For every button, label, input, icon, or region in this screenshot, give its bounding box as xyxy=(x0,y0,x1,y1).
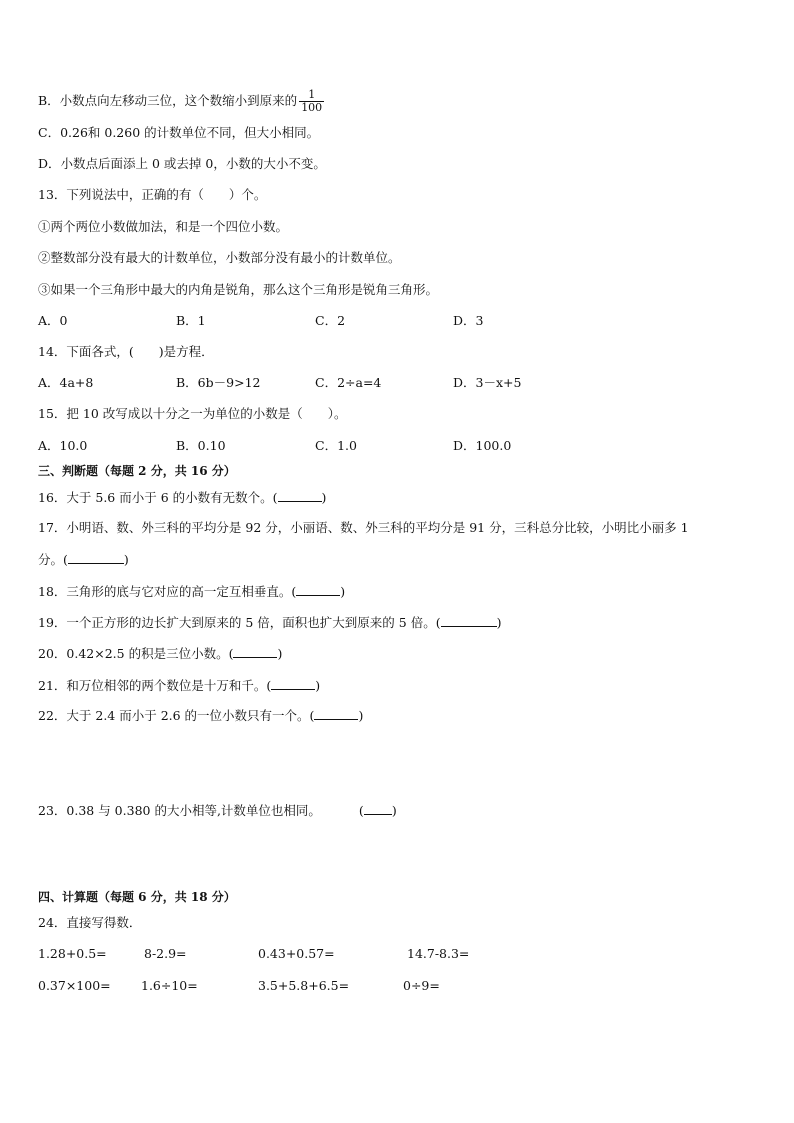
q23 xyxy=(38,802,397,819)
q20-text: 20．0.42×2.5 的积是三位小数。( xyxy=(38,646,234,661)
answer-blank[interactable] xyxy=(314,707,358,720)
fraction-numerator: 1 xyxy=(299,89,324,102)
answer-blank[interactable] xyxy=(278,489,322,502)
q19-text: 19．一个正方形的边长扩大到原来的 5 倍，面积也扩大到原来的 5 倍。( xyxy=(38,615,441,630)
paren-close: ) xyxy=(340,584,346,599)
q13-statement-3: ③如果一个三角形中最大的内角是锐角，那么这个三角形是锐角三角形。 xyxy=(38,282,439,297)
q15-option-d: D．100.0 xyxy=(453,438,512,453)
paren-close: ) xyxy=(358,708,364,723)
q13-stem: 13．下列说法中，正确的有（ ）个。 xyxy=(38,187,267,202)
paren-close: ) xyxy=(315,678,321,693)
q12-option-b-text: B．小数点向左移动三位，这个数缩小到原来的 xyxy=(38,93,298,108)
calc-item: 3.5+5.8+6.5= xyxy=(258,978,350,993)
q13-statement-1: ①两个两位小数做加法，和是一个四位小数。 xyxy=(38,219,289,234)
q23-text: 23．0.38 与 0.380 的大小相等,计数单位也相同。 xyxy=(38,803,321,818)
fraction-denominator: 100 xyxy=(301,101,323,114)
q24-stem: 24．直接写得数． xyxy=(38,915,142,930)
paren-close: ) xyxy=(123,552,129,567)
answer-blank[interactable] xyxy=(271,677,315,690)
section-4-heading: 四、计算题（每题 6 分，共 18 分） xyxy=(38,890,236,904)
q14-option-a: A．4a+8 xyxy=(38,375,94,390)
q21-text: 21．和万位相邻的两个数位是十万和千。( xyxy=(38,678,272,693)
paren-open: ( xyxy=(358,803,364,818)
paren-close: ) xyxy=(321,490,327,505)
calc-item: 0.43+0.57= xyxy=(258,946,335,961)
fraction xyxy=(299,89,324,114)
q17-line-1: 17．小明语、数、外三科的平均分是 92 分，小丽语、数、外三科的平均分是 91 分，三科总分比较，小明比小丽多 1 xyxy=(38,520,689,535)
q19 xyxy=(38,614,501,631)
q22-text: 22．大于 2.4 而小于 2.6 的一位小数只有一个。( xyxy=(38,708,315,723)
q15-option-c: C．1.0 xyxy=(315,438,357,453)
calc-item: 0.37×100= xyxy=(38,978,111,993)
calc-item: 14.7-8.3= xyxy=(407,946,470,961)
q18-text: 18．三角形的底与它对应的高一定互相垂直。( xyxy=(38,584,297,599)
q15-option-b: B．0.10 xyxy=(176,438,226,453)
paren-close: ) xyxy=(277,646,283,661)
q16-text: 16．大于 5.6 而小于 6 的小数有无数个。( xyxy=(38,490,278,505)
q16 xyxy=(38,489,326,506)
q13-option-b: B．1 xyxy=(176,313,206,328)
answer-blank[interactable] xyxy=(296,583,340,596)
q18 xyxy=(38,583,345,600)
answer-blank[interactable] xyxy=(364,802,392,815)
q15-option-a: A．10.0 xyxy=(38,438,88,453)
q14-stem: 14．下面各式，( )是方程． xyxy=(38,344,214,359)
q12-option-d: D．小数点后面添上 0 或去掉 0，小数的大小不变。 xyxy=(38,156,326,171)
q13-option-c: C．2 xyxy=(315,313,346,328)
paren-close: ) xyxy=(496,615,502,630)
answer-blank[interactable] xyxy=(441,614,497,627)
q15-stem: 15．把 10 改写成以十分之一为单位的小数是（ ）。 xyxy=(38,406,347,421)
q12-option-b xyxy=(38,89,324,114)
answer-blank[interactable] xyxy=(233,645,277,658)
calc-item: 1.6÷10= xyxy=(141,978,198,993)
q17-line-2 xyxy=(38,551,129,568)
answer-blank[interactable] xyxy=(68,551,124,564)
q17-text: 分。( xyxy=(38,552,68,567)
calc-item: 0÷9= xyxy=(403,978,440,993)
q12-option-c: C．0.26和 0.260 的计数单位不同，但大小相同。 xyxy=(38,125,320,140)
q22 xyxy=(38,707,363,724)
paren-close: ) xyxy=(391,803,397,818)
q20 xyxy=(38,645,282,662)
q21 xyxy=(38,677,320,694)
q13-option-a: A．0 xyxy=(38,313,68,328)
q14-option-d: D．3－x+5 xyxy=(453,375,522,390)
calc-item: 8-2.9= xyxy=(144,946,187,961)
q14-option-c: C．2÷a=4 xyxy=(315,375,382,390)
section-3-heading: 三、判断题（每题 2 分，共 16 分） xyxy=(38,464,236,478)
q13-statement-2: ②整数部分没有最大的计数单位，小数部分没有最小的计数单位。 xyxy=(38,250,401,265)
calc-item: 1.28+0.5= xyxy=(38,946,107,961)
q13-option-d: D．3 xyxy=(453,313,484,328)
q14-option-b: B．6b－9>12 xyxy=(176,375,261,390)
